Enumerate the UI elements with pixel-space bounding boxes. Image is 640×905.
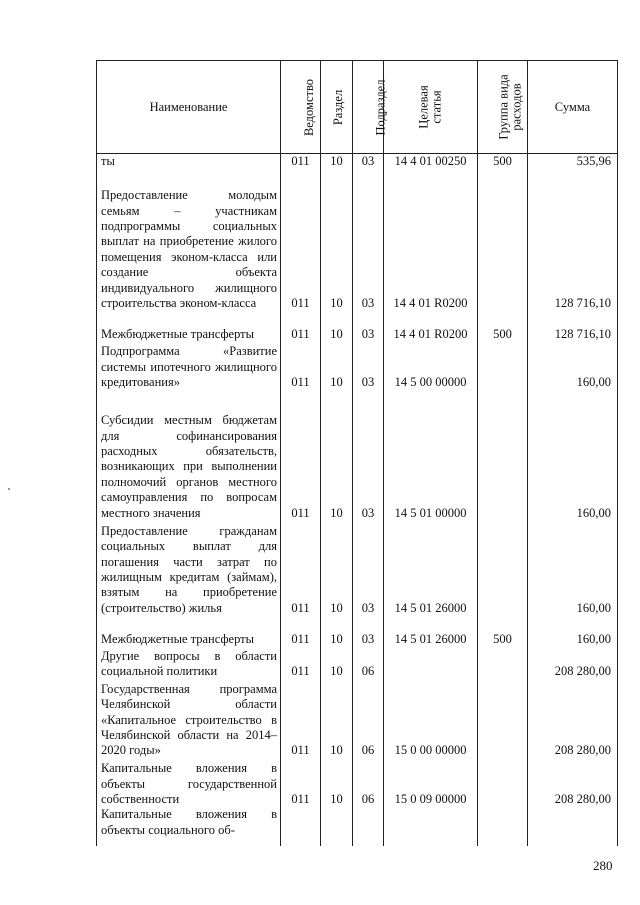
row-name: Другие вопросы в области социальной политики [97, 648, 281, 680]
row-summa: 208 280,00 [528, 648, 618, 680]
table-row [97, 616, 618, 647]
row-vedomstvo: 011 [281, 170, 321, 312]
row-summa: 160,00 [528, 390, 618, 521]
row-razdel [321, 807, 353, 846]
row-vedomstvo: 011 [281, 154, 321, 170]
row-razdel: 10 [321, 170, 353, 312]
row-gruppa [478, 648, 528, 680]
budget-table [96, 60, 618, 846]
header-summa: Сумма [528, 61, 618, 154]
page-number: 280 [593, 858, 613, 873]
header-razdel: Раздел [321, 61, 353, 154]
row-razdel: 10 [321, 759, 353, 808]
row-name: Государственная программа Челябинской области «Капитальное строительство в Челябинской области на 2014–2020 годы» [97, 680, 281, 759]
row-gruppa [478, 759, 528, 808]
row-podrazdel: 03 [353, 521, 384, 616]
row-name: Межбюджетные трансферты [97, 311, 281, 342]
row-podrazdel: 06 [353, 680, 384, 759]
row-tselevaya: 15 0 09 00000 [384, 759, 478, 808]
row-razdel: 10 [321, 616, 353, 647]
row-name: Субсидии местным бюджетам для софинансирования расходных обязательств, возникающих при выполнении полномочий органов местного самоуправления по вопросам местного значения [97, 390, 281, 521]
row-razdel: 10 [321, 648, 353, 680]
row-gruppa [478, 170, 528, 312]
row-tselevaya [384, 807, 478, 846]
row-tselevaya: 14 5 01 26000 [384, 616, 478, 647]
row-summa: 160,00 [528, 521, 618, 616]
row-tselevaya [384, 648, 478, 680]
row-podrazdel: 03 [353, 170, 384, 312]
row-gruppa: 500 [478, 311, 528, 342]
row-gruppa [478, 521, 528, 616]
row-gruppa: 500 [478, 154, 528, 170]
header-podrazdel: Подраздел [353, 61, 384, 154]
row-razdel: 10 [321, 154, 353, 170]
table-row [97, 390, 618, 521]
row-vedomstvo: 011 [281, 521, 321, 616]
row-summa: 208 280,00 [528, 680, 618, 759]
row-gruppa [478, 680, 528, 759]
row-tselevaya: 14 4 01 R0200 [384, 170, 478, 312]
row-podrazdel [353, 807, 384, 846]
row-tselevaya: 14 4 01 00250 [384, 154, 478, 170]
table-row [97, 807, 618, 846]
row-vedomstvo: 011 [281, 390, 321, 521]
row-vedomstvo: 011 [281, 343, 321, 391]
row-vedomstvo: 011 [281, 680, 321, 759]
table-row [97, 311, 618, 342]
row-podrazdel: 03 [353, 390, 384, 521]
row-razdel: 10 [321, 680, 353, 759]
row-razdel: 10 [321, 390, 353, 521]
row-summa [528, 807, 618, 846]
row-vedomstvo: 011 [281, 311, 321, 342]
row-tselevaya: 14 5 00 00000 [384, 343, 478, 391]
table-row [97, 170, 618, 312]
table-row [97, 759, 618, 808]
table-header-row [97, 61, 618, 154]
row-name: Капитальные вложения в объекты государственной собственности [97, 759, 281, 808]
row-tselevaya: 15 0 00 00000 [384, 680, 478, 759]
table-row [97, 154, 618, 170]
row-gruppa: 500 [478, 616, 528, 647]
table-row [97, 343, 618, 391]
row-name: Предоставление гражданам социальных выплат для погашения части затрат по жилищным кредитам (займам), взятым на приобретение (строительство) жилья [97, 521, 281, 616]
row-summa: 160,00 [528, 616, 618, 647]
row-gruppa [478, 390, 528, 521]
row-gruppa [478, 807, 528, 846]
row-podrazdel: 03 [353, 154, 384, 170]
row-razdel: 10 [321, 343, 353, 391]
row-name: ты [97, 154, 281, 170]
header-gruppa: Группа вида расходов [478, 61, 528, 154]
row-gruppa [478, 343, 528, 391]
row-podrazdel: 03 [353, 343, 384, 391]
row-vedomstvo: 011 [281, 616, 321, 647]
row-name: Предоставление молодым семьям – участникам подпрограммы социальных выплат на приобретение жилого помещения эконом-класса или создание объекта индивидуального жилищного строительства эконом-класса [97, 170, 281, 312]
row-vedomstvo [281, 807, 321, 846]
header-vedomstvo: Ведомство [281, 61, 321, 154]
row-podrazdel: 03 [353, 311, 384, 342]
header-tselevaya: Целевая статья [384, 61, 478, 154]
row-summa: 535,96 [528, 154, 618, 170]
row-summa: 128 716,10 [528, 170, 618, 312]
header-name: Наименование [97, 61, 281, 154]
table-row [97, 648, 618, 680]
row-tselevaya: 14 4 01 R0200 [384, 311, 478, 342]
row-razdel: 10 [321, 311, 353, 342]
scan-speck [8, 488, 10, 490]
row-razdel: 10 [321, 521, 353, 616]
row-vedomstvo: 011 [281, 759, 321, 808]
row-name: Капитальные вложения в объекты социального об- [97, 807, 281, 846]
row-tselevaya: 14 5 01 00000 [384, 390, 478, 521]
row-summa: 160,00 [528, 343, 618, 391]
table-row [97, 680, 618, 759]
row-vedomstvo: 011 [281, 648, 321, 680]
row-podrazdel: 06 [353, 759, 384, 808]
row-summa: 208 280,00 [528, 759, 618, 808]
row-name: Подпрограмма «Развитие системы ипотечного жилищного кредитования» [97, 343, 281, 391]
row-podrazdel: 03 [353, 616, 384, 647]
row-name: Межбюджетные трансферты [97, 616, 281, 647]
row-tselevaya: 14 5 01 26000 [384, 521, 478, 616]
row-summa: 128 716,10 [528, 311, 618, 342]
table-row [97, 521, 618, 616]
row-podrazdel: 06 [353, 648, 384, 680]
